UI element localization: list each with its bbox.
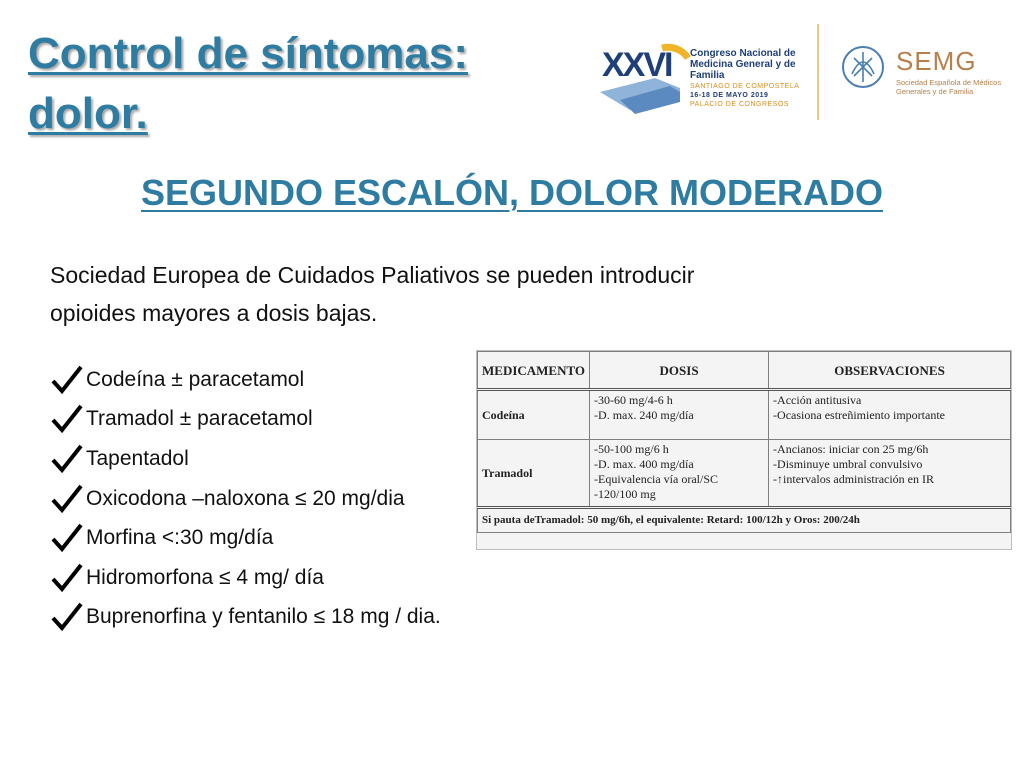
checklist-item [50,558,441,598]
checklist-item-label: Oxicodona –naloxona ≤ 20 mg/dia [86,486,405,510]
intro-paragraph: Sociedad Europea de Cuidados Paliativos se pueden introducir opioides mayores a dosis bajas. [50,262,695,326]
cell-line: -D. max. 240 mg/día [594,408,694,422]
cell-line: -Ocasiona estreñimiento importante [773,408,945,422]
dosage-table-image [476,350,1012,550]
cell-dosis [590,440,769,508]
checklist-item-label: Buprenorfina y fentanilo ≤ 18 mg / dia. [86,605,441,629]
semg-logo [840,44,1010,104]
cell-observaciones [769,440,1011,508]
checklist-item [50,360,441,400]
congress-name: Congreso Nacional de Medicina General y de Familia [690,48,796,81]
checkmark-icon [50,563,84,593]
cell-line: -Disminuye umbral convulsivo [773,457,923,471]
cell-dosis [590,390,769,440]
checkmark-icon [50,484,84,514]
table-header-row [478,352,1011,390]
cell-line: -Equivalencia vía oral/SC -120/100 mg [594,472,719,501]
congress-city: SANTIAGO DE COMPOSTELA [690,83,800,90]
table-row [478,440,1011,508]
checkmark-icon [50,523,84,553]
congress-details [690,82,800,109]
cell-line: -50-100 mg/6 h [594,442,669,456]
slide-title-line-1: Control de síntomas: [28,29,469,78]
semg-subtitle: Sociedad Española de Médicos Generales y de Familia [896,78,1002,96]
congress-venue: PALACIO DE CONGRESOS [690,101,789,108]
checkmark-icon [50,404,84,434]
cell-line: -↑intervalos administración en IR [773,472,935,486]
cell-line: -Ancianos: iniciar con 25 mg/6h [773,442,929,456]
column-header-medicamento: MEDICAMENTO [478,352,590,390]
semg-emblem-icon [840,44,886,90]
checkmark-icon [50,365,84,395]
checklist-item [50,400,441,440]
checklist-item-label: Tramadol ± paracetamol [86,407,313,431]
table-row [478,390,1011,440]
semg-word: SEMG [896,46,977,76]
cell-medicamento: Tramadol [478,440,590,508]
cell-line: -D. max. 400 mg/día [594,457,694,471]
congress-numeral: XXVI [602,46,672,84]
section-heading: SEGUNDO ESCALÓN, DOLOR MODERADO [140,172,884,213]
column-header-observaciones: OBSERVACIONES [769,352,1011,390]
checklist-item [50,439,441,479]
cell-medicamento: Codeína [478,390,590,440]
checklist-item-label: Hidromorfona ≤ 4 mg/ día [86,565,324,589]
slide-title-line-2: dolor. [28,89,148,138]
congress-dates: 16-18 DE MAYO 2019 [690,92,769,99]
logo-divider [817,24,819,120]
checklist-item [50,479,441,519]
table-note: Si pauta deTramadol: 50 mg/6h, el equivalente: Retard: 100/12h y Oros: 200/24h [478,508,1011,533]
checklist-item [50,598,441,638]
checklist-item-label: Codeína ± paracetamol [86,367,305,391]
header-logos [600,18,1020,128]
checkmark-icon [50,444,84,474]
cell-line: -Acción antitusiva [773,393,862,407]
checklist-item [50,518,441,558]
slide-title [28,24,588,144]
cell-observaciones [769,390,1011,440]
checklist-item-label: Morfina <:30 mg/día [86,526,274,550]
cell-line: -30-60 mg/4-6 h [594,393,673,407]
dosage-table [477,351,1011,533]
drug-checklist [50,360,441,637]
congress-logo [600,22,800,118]
column-header-dosis: DOSIS [590,352,769,390]
checklist-item-label: Tapentadol [86,446,189,470]
table-note-row [478,508,1011,533]
checkmark-icon [50,602,84,632]
